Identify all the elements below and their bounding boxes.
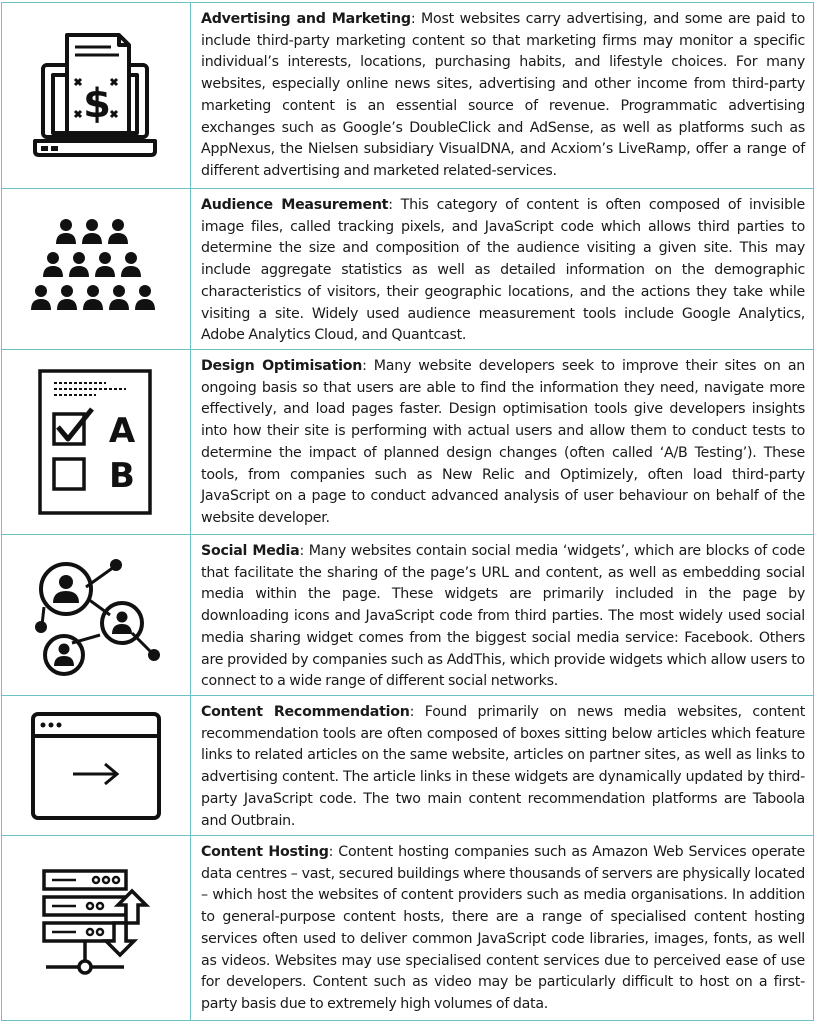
table-row [1, 695, 814, 835]
option-a-label: A [108, 411, 136, 451]
table-row [1, 188, 814, 349]
table-row [1, 2, 814, 188]
ab-test-icon [36, 367, 156, 517]
section-title: Design Optimisation [201, 358, 363, 374]
laptop-dollar-icon [31, 21, 161, 171]
option-b-label: B [109, 456, 135, 496]
section-body: : Found primarily on news media websites, content recommendation tools are often composed of boxes sitting below articles which feature links to related articles on the same website, articles on partner sites, as well as links to advertising content. The article links in these widgets are dynamically updated by third-party JavaScript code. The two main content recommendation platforms are Taboola and Outbrain. [201, 704, 806, 829]
icon-cell [1, 696, 191, 835]
section-text [191, 3, 814, 188]
table-row [1, 534, 814, 695]
section-title: Audience Measurement [201, 197, 389, 213]
icon-cell [1, 535, 191, 695]
section-title: Social Media [201, 543, 300, 559]
browser-arrow-icon [29, 710, 163, 822]
section-body: : Many websites contain social media ‘widgets’, which are blocks of code that facilitate the sharing of the page’s URL and content, as well as embedding social media within the page. These widgets are primarily included in the page by downloading icons and JavaScript code from third parties. The most widely used social media sharing widget comes from the biggest social media service: Facebook. Others are provided by companies such as AddThis, which provide widgets which allow users to connect to a wide range of different social networks. [201, 543, 806, 690]
table-row [1, 349, 814, 534]
section-text [191, 350, 814, 534]
table-row [1, 835, 814, 1021]
server-icon [36, 863, 156, 993]
section-text [191, 696, 814, 835]
icon-cell [1, 836, 191, 1020]
services-table [1, 2, 814, 1021]
svg-text:$: $ [83, 80, 111, 127]
section-body: : Many website developers seek to improve their sites on an ongoing basis so that users are able to find the information they need, navigate more effectively, and load pages faster. Design optimisation tools give developers insights into how their site is performing with actual users and allow them to conduct tests to determine the impact of planned design changes (often called ‘A/B Testing’). These tools, from companies such as New Relic and Optimizely, often load third-party JavaScript on a page to conduct advanced analysis of user behaviour on behalf of the website developer. [201, 358, 805, 526]
section-title: Content Recommendation [201, 704, 410, 720]
section-body: : Content hosting companies such as Amazon Web Services operate data centres – vast, secured buildings where thousands of servers are physically located – which host the websites of content providers such as media organisations. In addition to general-purpose content hosts, there are a range of specialised content hosting services often used to deliver common JavaScript code libraries, images, fonts, as well as videos. Websites may use specialised content services due to perceived ease of use for developers. Content such as video may be particularly difficult to host on a first-party basis due to extremely high volumes of data. [201, 844, 805, 1012]
icon-cell [1, 189, 191, 349]
icon-cell [1, 350, 191, 534]
social-network-icon [26, 545, 166, 685]
audience-icon [31, 214, 161, 324]
section-text [191, 189, 814, 349]
section-title: Advertising and Marketing [201, 11, 411, 27]
section-title: Content Hosting [201, 844, 329, 860]
section-body: : Most websites carry advertising, and some are paid to include third-party marketing content so that marketing firms may monitor a specific individual’s interests, locations, purchasing habits, and lifestyle choices. For many websites, especially online news sites, advertising and other income from third-party marketing content is an essential source of revenue. Programmatic advertising exchanges such as Google’s DoubleClick and AdSense, as well as platforms such as AppNexus, the Nielsen subsidiary VisualDNA, and Acxiom’s LiveRamp, offer a range of different advertising and marketed related-services. [201, 11, 806, 179]
section-body: : This category of content is often composed of invisible image files, called tracking pixels, and JavaScript code which allows third parties to determine the size and composition of the audience visiting a given site. This may include aggregate statistics as well as detailed information on the demographic characteristics of visitors, their geographic locations, and the actions they take while visiting a site. Widely used audience measurement tools include Google Analytics, Adobe Analytics Cloud, and Quantcast. [201, 197, 805, 344]
icon-cell [1, 3, 191, 188]
section-text [191, 836, 814, 1020]
section-text [191, 535, 814, 695]
